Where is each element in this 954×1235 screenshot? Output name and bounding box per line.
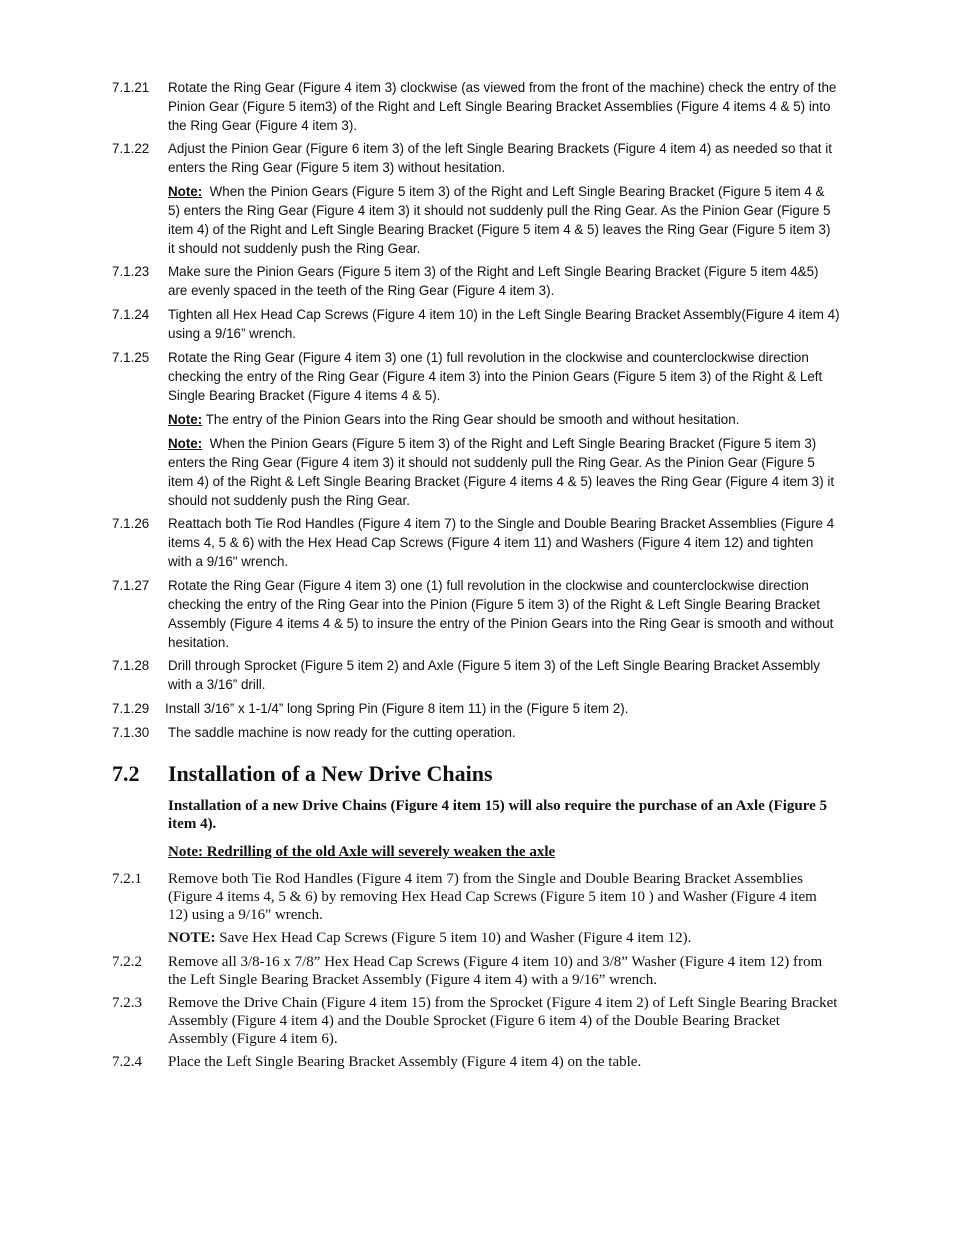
note-label: Note:	[168, 436, 203, 451]
step-text: Rotate the Ring Gear (Figure 4 item 3) one (1) full revolution in the clockwise and counterclockwise direction checking the entry of the Ring Gear into the Pinion (Figure 5 item 3) of the Right & Left Single Bearing Bracket Assembly (Figure 4 items 4 & 5) to insure the entry of the Pinion Gears into the Ring Gear is smooth and without hesitation.	[168, 578, 834, 650]
note-text: Save Hex Head Cap Screws (Figure 5 item 10) and Washer (Figure 4 item 12).	[219, 930, 692, 946]
section-number: 7.2	[112, 761, 140, 786]
note-text: When the Pinion Gears (Figure 5 item 3) of the Right and Left Single Bearing Bracket (Figure 5 item 4 & 5) enters the Ring Gear (Figure 4 item 3) it should not suddenly pull the Ring Gear. As the Pinion Gear (Figure 5 item 4) of the Right and Left Single Bearing Bracket (Figure 5 item 4 & 5) leaves the Ring Gear (Figure 5 item 3) it should not suddenly push the Ring Gear.	[168, 184, 831, 256]
section-warning	[0, 843, 954, 861]
section-heading	[112, 760, 493, 788]
step-number: 7.1.28	[112, 658, 150, 673]
step-7-2-4	[0, 1053, 954, 1071]
step-number: 7.1.27	[112, 578, 150, 593]
step-text: Remove all 3/8-16 x 7/8” Hex Head Cap Screws (Figure 4 item 10) and 3/8” Washer (Figure 4 item 12) from the Left Single Bearing Bracket Assembly (Figure 4 item 4) with a 9/16” wrench.	[168, 954, 823, 988]
step-text: Reattach both Tie Rod Handles (Figure 4 item 7) to the Single and Double Bearing Bracket Assemblies (Figure 4 items 4, 5 & 6) with the Hex Head Cap Screws (Figure 4 item 11) and Washers (Figure 4 item 12) and tighten with a 9/16" wrench.	[168, 516, 835, 569]
step-number: 7.2.4	[112, 1054, 142, 1070]
warning-text: Note: Redrilling of the old Axle will severely weaken the axle	[168, 844, 556, 860]
note-text: The entry of the Pinion Gears into the Ring Gear should be smooth and without hesitation.	[205, 412, 740, 427]
step-text: Rotate the Ring Gear (Figure 4 item 3) clockwise (as viewed from the front of the machine) check the entry of the Pinion Gear (Figure 5 item3) of the Right and Left Single Bearing Bracket Assemblies (Figure 4 items 4 & 5) into the Ring Gear (Figure 4 item 3).	[168, 80, 837, 133]
note	[168, 182, 840, 258]
note-label: NOTE:	[168, 930, 216, 946]
step-number: 7.2.2	[112, 954, 142, 970]
step-text: Adjust the Pinion Gear (Figure 6 item 3) of the left Single Bearing Brackets (Figure 4 item 4) as needed so that it enters the Ring Gear (Figure 5 item 3) without hesitation.	[168, 141, 832, 175]
step-text: Remove both Tie Rod Handles (Figure 4 item 7) from the Single and Double Bearing Bracket Assemblies (Figure 4 items 4, 5 & 6) by removing Hex Head Cap Screws (Figure 5 item 10 ) and Washer (Figure 4 item 12) using a 9/16" wrench.	[168, 871, 817, 923]
step-text: Install 3/16” x 1-1/4” long Spring Pin (Figure 8 item 11) in the (Figure 5 item 2).	[165, 701, 629, 716]
step-number: 7.1.22	[112, 141, 150, 156]
step-number: 7.1.25	[112, 350, 150, 365]
note-label: Note:	[168, 184, 203, 199]
step-7-1-30	[0, 723, 954, 742]
step-number: 7.1.24	[112, 307, 150, 322]
step-7-1-24	[0, 305, 954, 343]
step-number: 7.1.23	[112, 264, 150, 279]
step-7-1-23	[0, 262, 954, 300]
step-7-1-22	[0, 139, 954, 258]
intro-text: Installation of a new Drive Chains (Figure 4 item 15) will also require the purchase of an Axle (Figure 5 item 4).	[168, 798, 828, 832]
step-text: Remove the Drive Chain (Figure 4 item 15) from the Sprocket (Figure 4 item 2) of Left Single Bearing Bracket Assembly (Figure 4 item 4) and the Double Sprocket (Figure 6 item 4) of the Double Bearing Bracket Assembly (Figure 4 item 6).	[168, 995, 838, 1047]
step-7-1-26	[0, 514, 954, 571]
step-7-2-3	[0, 994, 954, 1048]
note	[168, 434, 840, 510]
step-7-2-2	[0, 953, 954, 989]
step-number: 7.2.3	[112, 995, 142, 1011]
step-7-1-25	[0, 348, 954, 510]
step-number: 7.1.26	[112, 516, 150, 531]
note-text: When the Pinion Gears (Figure 5 item 3) of the Right and Left Single Bearing Bracket (Figure 5 item 3) enters the Ring Gear (Figure 4 item 3) it should not suddenly pull the Ring Gear. As the Pinion Gear (Figure 5 item 4) of the Right & Left Single Bearing Bracket (Figure 4 items 4 & 5) leaves the Ring Gear (Figure 4 item 3) it should not suddenly push the Ring Gear.	[168, 436, 835, 508]
note	[168, 410, 840, 429]
step-7-1-28	[0, 656, 954, 694]
section-title: Installation of a New Drive Chains	[168, 761, 493, 786]
note	[168, 929, 840, 947]
step-number: 7.1.30	[112, 725, 150, 740]
step-number: 7.1.29	[112, 701, 150, 716]
step-text: Rotate the Ring Gear (Figure 4 item 3) one (1) full revolution in the clockwise and counterclockwise direction checking the entry of the Ring Gear (Figure 4 item 3) into the Pinion Gears (Figure 5 item 3) of the Right & Left Single Bearing Bracket (Figure 4 items 4 & 5).	[168, 350, 823, 403]
step-7-2-1	[0, 870, 954, 947]
section-intro	[0, 797, 954, 833]
step-text: The saddle machine is now ready for the cutting operation.	[168, 725, 516, 740]
step-7-1-27	[0, 576, 954, 652]
step-number: 7.2.1	[112, 871, 142, 887]
step-text: Make sure the Pinion Gears (Figure 5 item 3) of the Right and Left Single Bearing Bracket (Figure 5 item 4&5) are evenly spaced in the teeth of the Ring Gear (Figure 4 item 3).	[168, 264, 819, 298]
note-label: Note:	[168, 412, 203, 427]
step-7-1-21	[0, 78, 954, 135]
step-text: Place the Left Single Bearing Bracket Assembly (Figure 4 item 4) on the table.	[168, 1054, 642, 1070]
step-number: 7.1.21	[112, 80, 150, 95]
step-7-1-29	[0, 699, 954, 718]
step-text: Tighten all Hex Head Cap Screws (Figure 4 item 10) in the Left Single Bearing Bracket Assembly(Figure 4 item 4) using a 9/16” wrench.	[168, 307, 840, 341]
step-text: Drill through Sprocket (Figure 5 item 2) and Axle (Figure 5 item 3) of the Left Single Bearing Bracket Assembly with a 3/16” drill.	[168, 658, 820, 692]
